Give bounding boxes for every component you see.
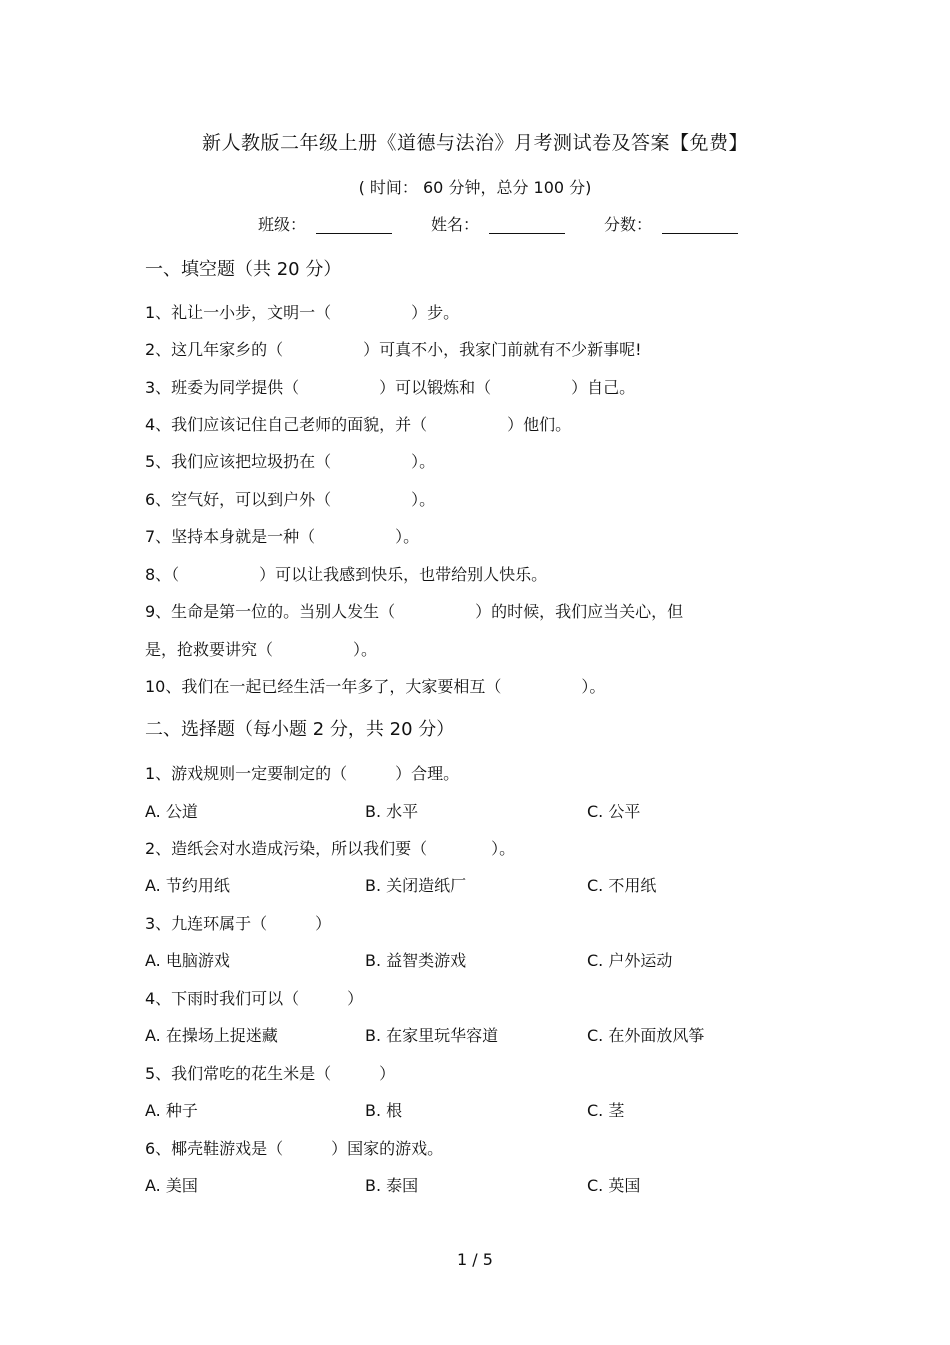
option-c: C. 在外面放风筝	[587, 1026, 705, 1045]
score-field	[604, 212, 738, 235]
list-item: 10、我们在一起已经生活一年多了，大家要相互（ ）。	[145, 677, 606, 696]
option-a: A. 种子	[145, 1101, 198, 1120]
class-label: 班级：	[258, 215, 307, 234]
option-c: C. 茎	[587, 1101, 625, 1120]
option-a: A. 电脑游戏	[145, 951, 230, 970]
question-stem: 6、椰壳鞋游戏是（ ）国家的游戏。	[145, 1139, 444, 1158]
option-b: B. 益智类游戏	[365, 951, 467, 970]
name-field	[431, 212, 565, 235]
class-field	[258, 212, 392, 235]
class-blank[interactable]	[316, 217, 392, 234]
option-c: C. 公平	[587, 802, 641, 821]
list-item: 7、坚持本身就是一种（ ）。	[145, 527, 420, 546]
option-a: A. 在操场上捉迷藏	[145, 1026, 278, 1045]
option-b: B. 关闭造纸厂	[365, 876, 467, 895]
option-c: C. 英国	[587, 1176, 641, 1195]
section-heading-choice: 二、选择题（每小题 2 分，共 20 分）	[145, 719, 455, 740]
name-label: 姓名：	[431, 215, 480, 234]
question-stem: 5、我们常吃的花生米是（ ）	[145, 1064, 396, 1083]
option-a: A. 公道	[145, 802, 198, 821]
list-item: 3、班委为同学提供（ ）可以锻炼和（ ）自己。	[145, 378, 636, 397]
score-blank[interactable]	[662, 217, 738, 234]
option-b: B. 水平	[365, 802, 419, 821]
list-item: 2、这几年家乡的（ ）可真不小，我家门前就有不少新事呢!	[145, 340, 642, 359]
option-c: C. 不用纸	[587, 876, 657, 895]
question-stem: 4、下雨时我们可以（ ）	[145, 989, 364, 1008]
list-item: 9、生命是第一位的。当别人发生（ ）的时候，我们应当关心，但	[145, 602, 684, 621]
exam-meta: ( 时间： 60 分钟，总分 100 分)	[358, 178, 592, 197]
question-stem: 1、游戏规则一定要制定的（ ）合理。	[145, 764, 460, 783]
option-c: C. 户外运动	[587, 951, 673, 970]
option-b: B. 在家里玩华容道	[365, 1026, 499, 1045]
question-stem: 3、九连环属于（ ）	[145, 914, 332, 933]
list-item: 6、空气好，可以到户外（ ）。	[145, 490, 436, 509]
section-heading-fill-in: 一、填空题（共 20 分）	[145, 259, 342, 280]
list-item: 5、我们应该把垃圾扔在（ ）。	[145, 452, 436, 471]
page-title: 新人教版二年级上册《道德与法治》月考测试卷及答案【免费】	[201, 132, 748, 154]
option-a: A. 美国	[145, 1176, 198, 1195]
option-b: B. 根	[365, 1101, 403, 1120]
list-item: 1、礼让一小步，文明一（ ）步。	[145, 303, 460, 322]
score-label: 分数：	[604, 215, 653, 234]
page-number: 1 / 5	[457, 1250, 493, 1269]
option-a: A. 节约用纸	[145, 876, 230, 895]
list-item: 是，抢救要讲究（ ）。	[145, 640, 378, 659]
name-blank[interactable]	[489, 217, 565, 234]
question-stem: 2、造纸会对水造成污染，所以我们要（ ）。	[145, 839, 516, 858]
option-b: B. 泰国	[365, 1176, 419, 1195]
list-item: 8、（ ）可以让我感到快乐，也带给别人快乐。	[145, 565, 548, 584]
list-item: 4、我们应该记住自己老师的面貌，并（ ）他们。	[145, 415, 572, 434]
